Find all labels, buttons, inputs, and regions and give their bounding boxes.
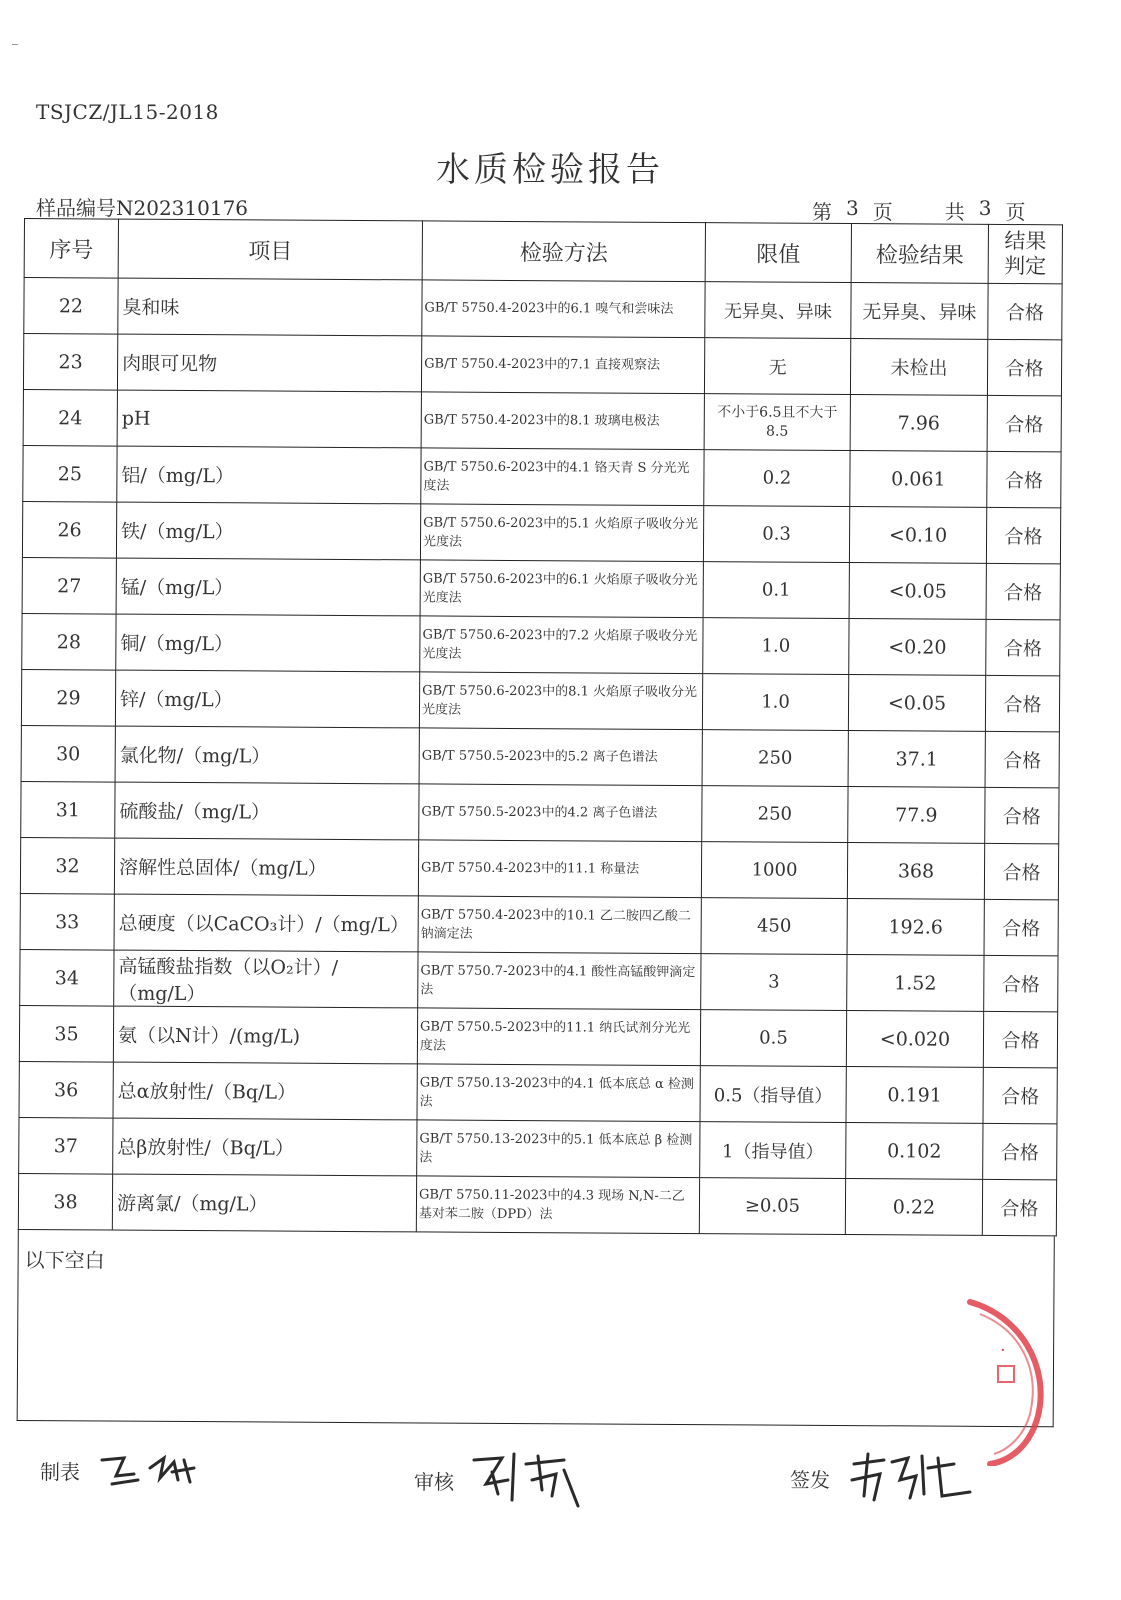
row-limit: ≥0.05 xyxy=(699,1178,845,1235)
prepared-signature xyxy=(94,1450,204,1490)
row-method: GB/T 5750.6-2023中的4.1 铬天青 S 分光光度法 xyxy=(421,448,704,506)
row-method: GB/T 5750.4-2023中的6.1 嗅气和尝味法 xyxy=(422,280,705,338)
row-index: 38 xyxy=(18,1173,112,1230)
row-method: GB/T 5750.11-2023中的4.3 现场 N,N-二乙基对苯二胺（DPD）法 xyxy=(416,1176,699,1234)
row-result: 37.1 xyxy=(848,731,985,788)
page-title: 水质检验报告 xyxy=(436,150,664,190)
table-row xyxy=(20,837,1058,899)
row-verdict: 合格 xyxy=(987,451,1061,507)
row-index: 28 xyxy=(22,613,116,670)
row-index: 33 xyxy=(20,893,114,950)
row-item: 高锰酸盐指数（以O₂计）/（mg/L） xyxy=(114,950,418,1008)
row-item: 氨（以N计）/(mg/L) xyxy=(113,1006,417,1064)
row-result: <0.020 xyxy=(846,1011,983,1068)
page-current: 3 xyxy=(846,196,859,220)
row-item: 总β放射性/（Bq/L） xyxy=(113,1118,417,1176)
reviewed-signature xyxy=(468,1450,598,1510)
row-limit: 250 xyxy=(702,786,848,843)
row-limit: 0.1 xyxy=(703,562,849,619)
issued-signature xyxy=(844,1450,984,1506)
row-item: 总硬度（以CaCO₃计）/（mg/L） xyxy=(114,894,418,952)
row-limit: 450 xyxy=(701,898,847,955)
row-result: 368 xyxy=(847,843,984,900)
table-row xyxy=(18,1173,1056,1235)
document-code: TSJCZ/JL15-2018 xyxy=(36,100,219,124)
row-result: <0.10 xyxy=(849,507,986,564)
blank-area xyxy=(17,1230,1055,1427)
header-verdict-line2: 判定 xyxy=(1004,253,1047,279)
row-limit: 250 xyxy=(702,730,848,787)
row-limit: 0.5（指导值） xyxy=(700,1066,846,1123)
row-method: GB/T 5750.5-2023中的5.2 离子色谱法 xyxy=(419,728,702,786)
row-index: 35 xyxy=(19,1005,113,1062)
row-index: 30 xyxy=(21,725,115,782)
table-row xyxy=(23,445,1061,507)
row-limit: 0.2 xyxy=(704,450,850,507)
row-result: <0.05 xyxy=(848,675,985,732)
row-item: 臭和味 xyxy=(118,278,422,336)
row-method: GB/T 5750.13-2023中的4.1 低本底总 α 检测法 xyxy=(417,1064,700,1122)
row-method: GB/T 5750.7-2023中的4.1 酸性高锰酸钾滴定法 xyxy=(418,952,701,1010)
header-item: 项目 xyxy=(118,219,422,280)
row-index: 24 xyxy=(23,389,117,446)
header-limit: 限值 xyxy=(705,223,851,283)
row-verdict: 合格 xyxy=(984,955,1058,1011)
row-verdict: 合格 xyxy=(983,1067,1057,1123)
table-row xyxy=(19,1005,1057,1067)
row-verdict: 合格 xyxy=(986,619,1060,675)
row-verdict: 合格 xyxy=(983,1011,1057,1067)
table-row xyxy=(22,613,1060,675)
issued-label: 签发 xyxy=(790,1467,830,1492)
row-index: 36 xyxy=(19,1061,113,1118)
row-verdict: 合格 xyxy=(984,843,1058,899)
below-blank-note: 以下空白 xyxy=(24,1248,105,1273)
row-method: GB/T 5750.4-2023中的11.1 称量法 xyxy=(418,840,701,898)
row-verdict: 合格 xyxy=(986,563,1060,619)
row-verdict: 合格 xyxy=(986,507,1060,563)
row-result: 7.96 xyxy=(850,395,987,452)
reviewed-label: 审核 xyxy=(414,1469,454,1494)
row-item: 氯化物/（mg/L） xyxy=(115,726,419,784)
row-result: 未检出 xyxy=(850,339,987,396)
row-index: 26 xyxy=(22,501,116,558)
row-index: 22 xyxy=(24,278,118,335)
row-limit: 1.0 xyxy=(702,674,848,731)
row-result: 1.52 xyxy=(847,955,984,1012)
row-method: GB/T 5750.6-2023中的8.1 火焰原子吸收分光光度法 xyxy=(419,672,702,730)
row-limit: 1（指导值） xyxy=(700,1122,846,1179)
row-item: 铁/（mg/L） xyxy=(116,502,420,560)
row-verdict: 合格 xyxy=(987,339,1061,395)
row-method: GB/T 5750.13-2023中的5.1 低本底总 β 检测法 xyxy=(417,1120,700,1178)
header-result: 检验结果 xyxy=(851,224,988,284)
row-limit: 无 xyxy=(704,338,850,395)
report-sheet xyxy=(16,218,1064,1482)
row-item: 游离氯/（mg/L） xyxy=(112,1174,416,1232)
table-header-row xyxy=(24,219,1062,284)
header-verdict-line1: 结果 xyxy=(1004,228,1047,254)
row-verdict: 合格 xyxy=(985,787,1059,843)
official-seal xyxy=(950,1296,1060,1470)
row-method: GB/T 5750.4-2023中的7.1 直接观察法 xyxy=(421,336,704,394)
row-result: 0.191 xyxy=(846,1067,983,1124)
row-limit: 3 xyxy=(701,954,847,1011)
header-verdict xyxy=(988,224,1062,283)
row-item: 锰/（mg/L） xyxy=(116,558,420,616)
row-result: 无异臭、异味 xyxy=(851,283,988,340)
row-index: 23 xyxy=(23,334,117,391)
prepared-by xyxy=(40,1450,204,1490)
row-index: 25 xyxy=(23,445,117,502)
row-result: 77.9 xyxy=(848,787,985,844)
row-verdict: 合格 xyxy=(985,675,1059,731)
table-row xyxy=(21,669,1059,731)
page-label-mid: 页 xyxy=(872,200,893,224)
table-row xyxy=(20,893,1058,955)
row-item: pH xyxy=(117,390,421,448)
table-row xyxy=(19,1061,1057,1123)
row-method: GB/T 5750.6-2023中的7.2 火焰原子吸收分光光度法 xyxy=(420,616,703,674)
row-verdict: 合格 xyxy=(983,1123,1057,1179)
row-item: 铜/（mg/L） xyxy=(116,614,420,672)
row-index: 32 xyxy=(20,837,114,894)
row-method: GB/T 5750.6-2023中的6.1 火焰原子吸收分光光度法 xyxy=(420,560,703,618)
header-index: 序号 xyxy=(24,219,118,279)
row-verdict: 合格 xyxy=(985,731,1059,787)
row-result: 0.22 xyxy=(845,1179,982,1236)
table-row xyxy=(21,725,1059,787)
table-row xyxy=(20,949,1058,1011)
row-index: 31 xyxy=(21,781,115,838)
page-total-prefix: 共 xyxy=(944,200,965,224)
sample-number: 样品编号N202310176 xyxy=(36,196,249,220)
row-item: 溶解性总固体/（mg/L） xyxy=(114,838,418,896)
row-limit: 1.0 xyxy=(703,618,849,675)
table-row xyxy=(23,389,1061,451)
row-item: 锌/（mg/L） xyxy=(115,670,419,728)
row-index: 29 xyxy=(21,669,115,726)
row-item: 硫酸盐/（mg/L） xyxy=(115,782,419,840)
row-verdict: 合格 xyxy=(988,283,1062,339)
row-result: 192.6 xyxy=(847,899,984,956)
header-method: 检验方法 xyxy=(422,221,705,282)
row-verdict: 合格 xyxy=(984,899,1058,955)
row-limit: 不小于6.5且不大于8.5 xyxy=(704,394,850,451)
results-table xyxy=(18,218,1063,1236)
row-method: GB/T 5750.6-2023中的5.1 火焰原子吸收分光光度法 xyxy=(420,504,703,562)
page-indicator xyxy=(812,196,1025,225)
row-index: 37 xyxy=(19,1117,113,1174)
svg-text:·: · xyxy=(1000,1340,1006,1361)
row-result: <0.05 xyxy=(849,563,986,620)
row-result: 0.102 xyxy=(846,1123,983,1180)
reviewed-by xyxy=(414,1450,598,1510)
row-item: 肉眼可见物 xyxy=(117,334,421,392)
row-item: 铝/（mg/L） xyxy=(117,446,421,504)
table-row xyxy=(23,334,1061,396)
row-verdict: 合格 xyxy=(987,395,1061,451)
row-result: 0.061 xyxy=(850,451,987,508)
table-row xyxy=(22,557,1060,619)
page-label-suffix: 页 xyxy=(1005,200,1026,224)
row-limit: 1000 xyxy=(701,842,847,899)
scan-mark xyxy=(12,44,18,45)
prepared-label: 制表 xyxy=(40,1459,80,1484)
row-method: GB/T 5750.4-2023中的8.1 玻璃电极法 xyxy=(421,392,704,450)
row-verdict: 合格 xyxy=(982,1179,1056,1235)
row-limit: 0.5 xyxy=(700,1010,846,1067)
table-row xyxy=(22,501,1060,563)
issued-by xyxy=(790,1450,984,1506)
row-limit: 0.3 xyxy=(703,506,849,563)
table-row xyxy=(21,781,1059,843)
page-total: 3 xyxy=(978,196,992,220)
row-method: GB/T 5750.5-2023中的4.2 离子色谱法 xyxy=(419,784,702,842)
row-index: 27 xyxy=(22,557,116,614)
table-row xyxy=(24,278,1062,340)
row-method: GB/T 5750.4-2023中的10.1 乙二胺四乙酸二钠滴定法 xyxy=(418,896,701,954)
row-item: 总α放射性/（Bq/L） xyxy=(113,1062,417,1120)
row-limit: 无异臭、异味 xyxy=(705,282,851,339)
page-label-prefix: 第 xyxy=(812,200,832,224)
table-row xyxy=(19,1117,1057,1179)
row-index: 34 xyxy=(20,949,114,1006)
row-result: <0.20 xyxy=(849,619,986,676)
row-method: GB/T 5750.5-2023中的11.1 纳氏试剂分光光度法 xyxy=(417,1008,700,1066)
